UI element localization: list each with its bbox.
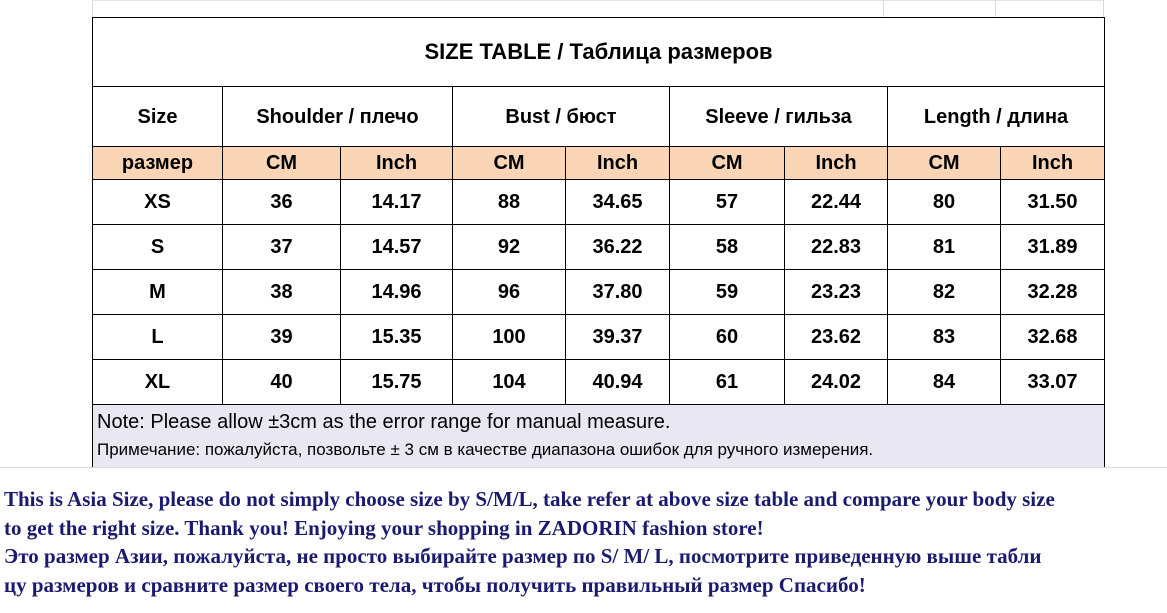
table-cell: 84 — [888, 360, 1001, 405]
table-cell: 100 — [453, 315, 566, 360]
table-cell: XS — [93, 180, 223, 225]
sheet-gridline — [92, 0, 93, 17]
table-cell: 96 — [453, 270, 566, 315]
note-english: Note: Please allow ±3cm as the error range for manual measure. — [97, 411, 671, 433]
sheet-top-line — [92, 0, 1104, 1]
size-table — [92, 17, 1105, 468]
table-cell: 83 — [888, 315, 1001, 360]
table-cell: 38 — [223, 270, 341, 315]
table-cell: 88 — [453, 180, 566, 225]
sheet-divider — [0, 467, 1167, 468]
table-cell: 36.22 — [566, 225, 670, 270]
table-cell: 23.62 — [785, 315, 888, 360]
table-cell: 36 — [223, 180, 341, 225]
header-size: Size — [93, 87, 223, 147]
description-line: Это размер Азии, пожалуйста, не просто выбирайте размер по S/ M/ L, посмотрите приведенную выше табли — [4, 544, 1042, 568]
header-bust: Bust / бюст — [453, 87, 670, 147]
sheet-gridline — [995, 0, 996, 17]
table-note — [93, 405, 1105, 468]
table-cell: 33.07 — [1001, 360, 1105, 405]
table-cell: S — [93, 225, 223, 270]
table-cell: 14.17 — [341, 180, 453, 225]
table-cell: L — [93, 315, 223, 360]
table-cell: 22.44 — [785, 180, 888, 225]
table-cell: 32.68 — [1001, 315, 1105, 360]
header-length: Length / длина — [888, 87, 1105, 147]
unit-cell: Inch — [566, 147, 670, 180]
sheet-gridline — [883, 0, 884, 17]
table-note-row — [93, 405, 1105, 468]
table-cell: 59 — [670, 270, 785, 315]
unit-cell: Inch — [1001, 147, 1105, 180]
table-cell: 92 — [453, 225, 566, 270]
table-cell: 104 — [453, 360, 566, 405]
table-cell: 40 — [223, 360, 341, 405]
table-title: SIZE TABLE / Таблица размеров — [93, 18, 1105, 87]
table-cell: 39.37 — [566, 315, 670, 360]
table-cell: 57 — [670, 180, 785, 225]
unit-cell: CM — [223, 147, 341, 180]
table-cell: 31.89 — [1001, 225, 1105, 270]
table-cell: 81 — [888, 225, 1001, 270]
note-russian: Примечание: пожалуйста, позвольте ± 3 см в качестве диапазона ошибок для ручного измерения. — [97, 440, 874, 459]
table-cell: 80 — [888, 180, 1001, 225]
table-header-row — [93, 87, 1105, 147]
header-shoulder: Shoulder / плечо — [223, 87, 453, 147]
description-line: to get the right size. Thank you! Enjoying your shopping in ZADORIN fashion store! — [4, 515, 764, 540]
unit-cell: CM — [670, 147, 785, 180]
table-cell: 23.23 — [785, 270, 888, 315]
table-title-row — [93, 18, 1105, 87]
unit-cell: Inch — [785, 147, 888, 180]
table-cell: 37 — [223, 225, 341, 270]
sheet-gridline — [1103, 0, 1104, 17]
description-line: цу размеров и сравните размер своего тела, чтобы получить правильный размер Спасибо! — [4, 572, 866, 597]
table-cell: 37.80 — [566, 270, 670, 315]
table-cell: 58 — [670, 225, 785, 270]
description-line: This is Asia Size, please do not simply choose size by S/M/L, take refer at above size table and compare your body size — [4, 487, 1055, 511]
table-cell: 60 — [670, 315, 785, 360]
table-row — [93, 180, 1105, 225]
table-cell: 31.50 — [1001, 180, 1105, 225]
table-row — [93, 315, 1105, 360]
table-cell: 14.96 — [341, 270, 453, 315]
table-cell: 32.28 — [1001, 270, 1105, 315]
table-cell: M — [93, 270, 223, 315]
table-row — [93, 270, 1105, 315]
table-cell: 40.94 — [566, 360, 670, 405]
unit-cell: CM — [888, 147, 1001, 180]
table-cell: 14.57 — [341, 225, 453, 270]
table-cell: 82 — [888, 270, 1001, 315]
unit-cell: Inch — [341, 147, 453, 180]
table-row — [93, 360, 1105, 405]
table-cell: 22.83 — [785, 225, 888, 270]
table-cell: 61 — [670, 360, 785, 405]
table-cell: 24.02 — [785, 360, 888, 405]
table-cell: 15.35 — [341, 315, 453, 360]
table-cell: 39 — [223, 315, 341, 360]
unit-cell: CM — [453, 147, 566, 180]
table-cell: XL — [93, 360, 223, 405]
table-cell: 15.75 — [341, 360, 453, 405]
table-row — [93, 225, 1105, 270]
unit-cell: размер — [93, 147, 223, 180]
size-description — [4, 485, 1167, 599]
table-cell: 34.65 — [566, 180, 670, 225]
header-sleeve: Sleeve / гильза — [670, 87, 888, 147]
table-unit-row — [93, 147, 1105, 180]
